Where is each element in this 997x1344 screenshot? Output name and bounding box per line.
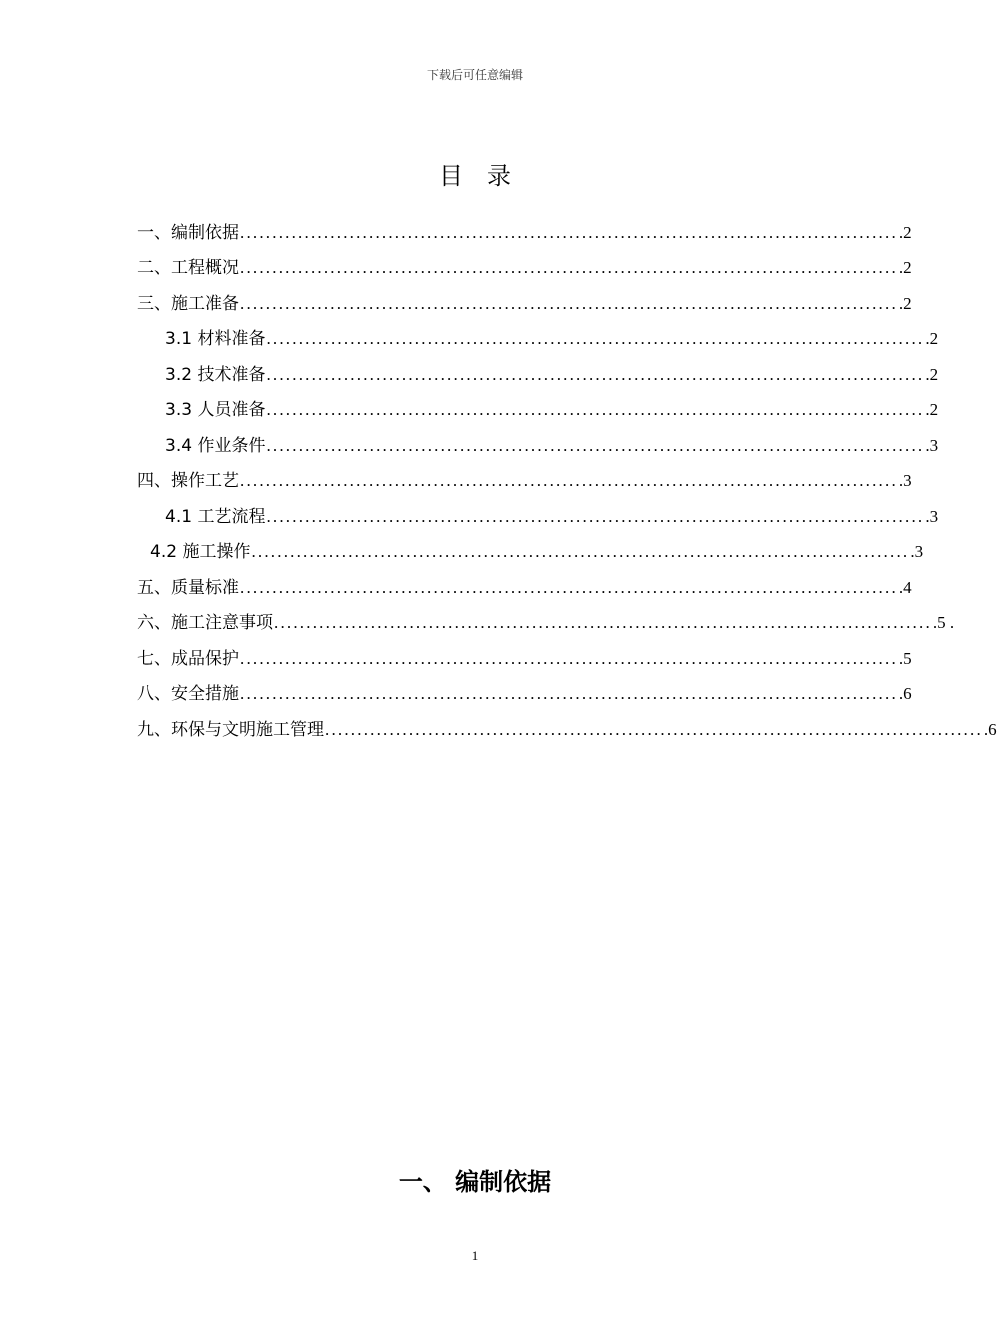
toc-entry-title: 人员准备 [197, 400, 266, 420]
toc-entry-page: .4 [898, 578, 912, 597]
toc-dot-leader: ...................................................................................................... [266, 329, 925, 348]
toc-entry-page: .2 [925, 400, 939, 419]
toc-entry-number: 二、 [137, 258, 171, 278]
page-header-note: 下载后可任意编辑 [426, 68, 523, 82]
toc-entry[interactable] [137, 253, 912, 283]
toc-entry-page: .6 [898, 684, 912, 703]
toc-entry[interactable] [137, 715, 997, 745]
toc-dot-leader: ...................................................................................................... [266, 507, 925, 526]
toc-dot-leader: ...................................................................................................... [266, 400, 925, 419]
toc-entry[interactable] [137, 608, 955, 638]
toc-entry-title: 施工准备 [171, 294, 239, 314]
toc-entry-title: 质量标准 [171, 578, 239, 598]
toc-entry[interactable] [137, 644, 912, 674]
toc-entry-title: 工程概况 [171, 258, 239, 278]
toc-entry-title: 施工操作 [182, 542, 251, 562]
toc-entry-number: 3.3 [165, 400, 193, 420]
toc-dot-leader: ...................................................................................................... [240, 578, 898, 597]
toc-entry-title: 操作工艺 [171, 471, 239, 491]
toc-entry-page: .5 [898, 649, 912, 668]
toc-entry-number: 4.2 [150, 542, 178, 562]
toc-entry-page: .6 [983, 720, 997, 739]
toc-entry-title: 成品保护 [171, 649, 239, 669]
toc-entry-number: 五、 [137, 578, 171, 598]
toc-entry[interactable] [165, 395, 939, 425]
toc-entry-page: .5 . [932, 613, 955, 632]
toc-entry[interactable] [137, 289, 912, 319]
toc-entry[interactable] [137, 466, 912, 496]
page-number: 1 [471, 1248, 479, 1263]
section-heading: 一、 编制依据 [398, 1168, 552, 1196]
toc-dot-leader: ...................................................................................................... [240, 471, 898, 490]
toc-dot-leader: ...................................................................................................... [325, 720, 983, 739]
toc-entry-title: 材料准备 [197, 329, 266, 349]
toc-entry-number: 三、 [137, 294, 171, 314]
toc-entry[interactable] [165, 431, 939, 461]
toc-dot-leader: ...................................................................................................... [240, 223, 898, 242]
toc-entry[interactable] [165, 502, 939, 532]
toc-entry-title: 技术准备 [197, 365, 266, 385]
toc-entry-page: .3 [898, 471, 912, 490]
toc-entry-number: 4.1 [165, 507, 193, 527]
toc-entry-page: .2 [925, 365, 939, 384]
toc-entry[interactable] [137, 679, 912, 709]
toc-entry-number: 3.2 [165, 365, 193, 385]
toc-entry-number: 3.4 [165, 436, 193, 456]
toc-entry-number: 九、 [137, 720, 171, 740]
toc-entry-number: 四、 [137, 471, 171, 491]
toc-entry-title: 施工注意事项 [171, 613, 273, 633]
toc-entry-title: 安全措施 [171, 684, 239, 704]
toc-dot-leader: ...................................................................................................... [266, 365, 925, 384]
toc-entry-number: 七、 [137, 649, 171, 669]
toc-entry[interactable] [150, 537, 924, 567]
toc-entry-title: 工艺流程 [197, 507, 266, 527]
toc-entry-page: .2 [898, 258, 912, 277]
toc-entry[interactable] [137, 573, 912, 603]
toc-dot-leader: ...................................................................................................... [251, 542, 910, 561]
toc-entry-title: 环保与文明施工管理 [171, 720, 324, 740]
toc-entry-page: .3 [925, 436, 939, 455]
toc-entry[interactable] [165, 360, 939, 390]
toc-entry-number: 六、 [137, 613, 171, 633]
toc-entry-title: 作业条件 [197, 436, 266, 456]
toc-dot-leader: ...................................................................................................... [240, 649, 898, 668]
toc-entry-number: 一、 [137, 223, 171, 243]
toc-entry-title: 编制依据 [171, 223, 239, 243]
toc-dot-leader: ...................................................................................................... [266, 436, 925, 455]
toc-dot-leader: ...................................................................................................... [240, 684, 898, 703]
toc-dot-leader: ...................................................................................................... [240, 294, 898, 313]
toc-entry-number: 3.1 [165, 329, 193, 349]
toc-entry-number: 八、 [137, 684, 171, 704]
toc-entry-page: .2 [898, 223, 912, 242]
toc-entry[interactable] [165, 324, 939, 354]
toc-entry-page: .2 [925, 329, 939, 348]
toc-dot-leader: ...................................................................................................... [274, 613, 932, 632]
toc-entry-page: .2 [898, 294, 912, 313]
toc-dot-leader: ...................................................................................................... [240, 258, 898, 277]
toc-entry[interactable] [137, 218, 912, 248]
toc-entry-page: .3 [910, 542, 924, 561]
toc-title: 目录 [439, 162, 535, 190]
toc-entry-page: .3 [925, 507, 939, 526]
